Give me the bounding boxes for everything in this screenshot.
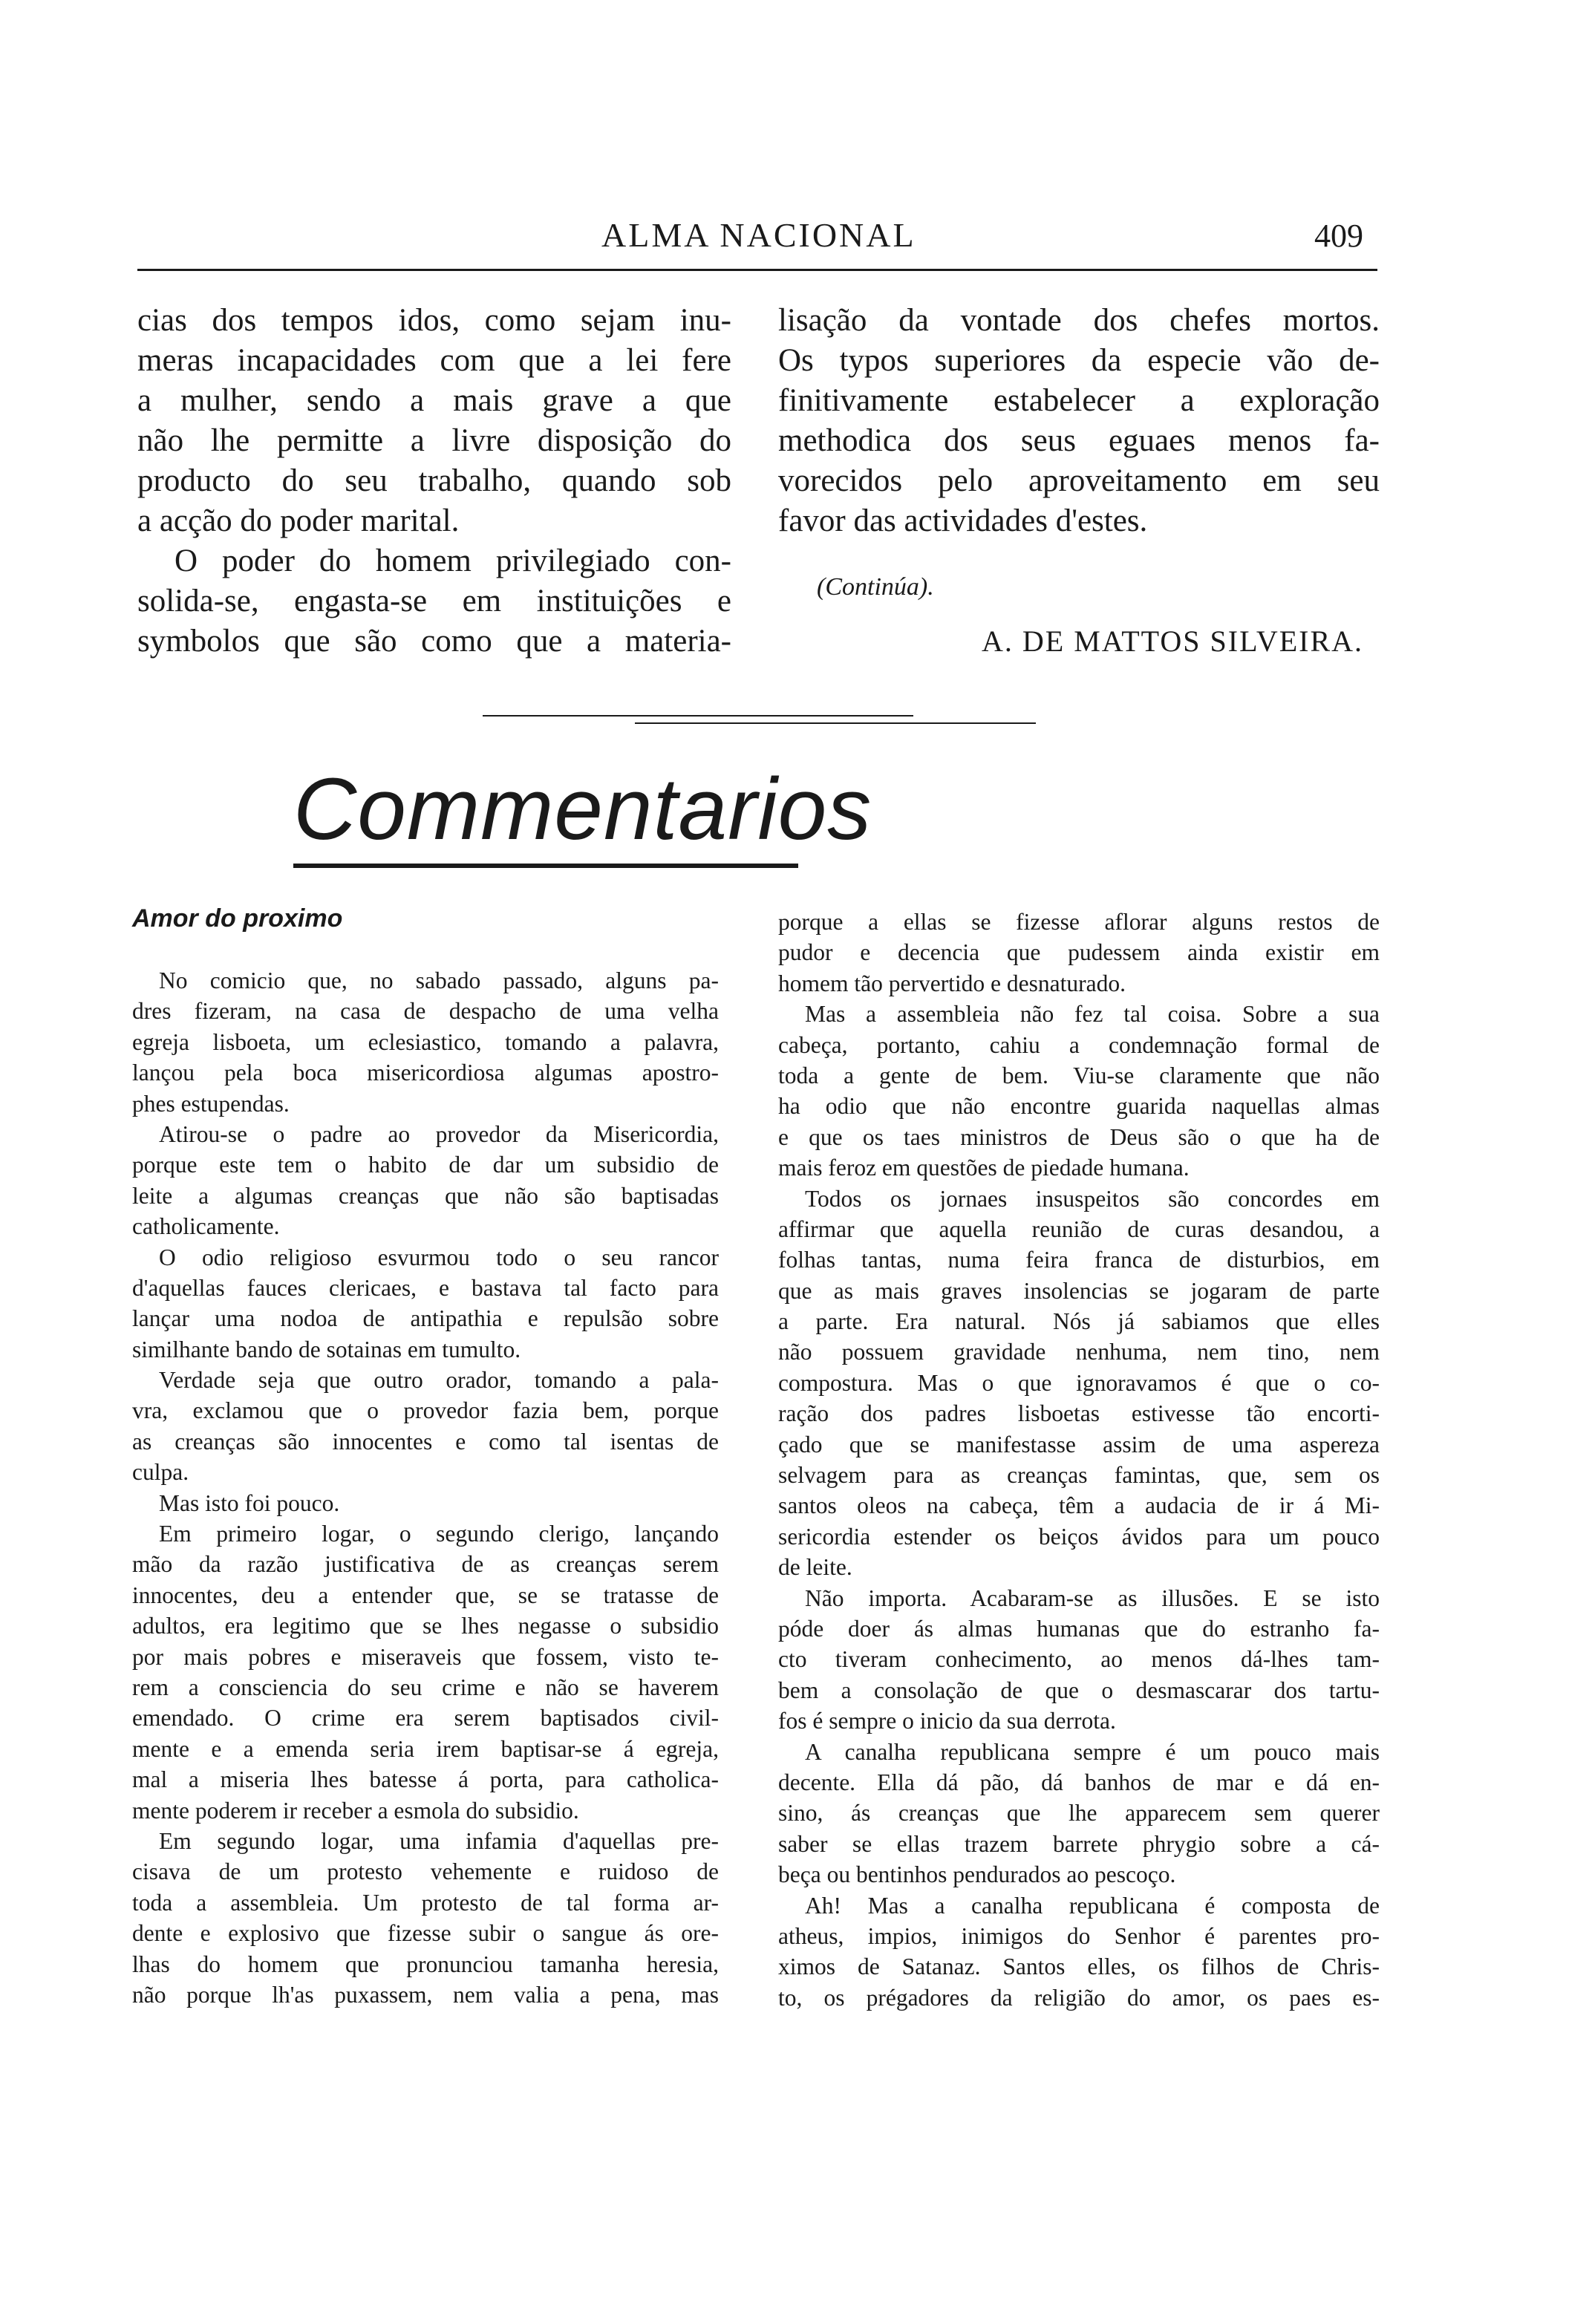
article-right-column (778, 907, 1380, 2013)
text-line: leite a algumas creanças que não são baptisadas (132, 1182, 719, 1209)
text-line: sino, ás creanças que lhe apparecem sem querer (778, 1800, 1380, 1827)
text-line: finitivamente estabelecer a exploração (778, 383, 1380, 418)
text-line: a mulher, sendo a mais grave a que (137, 383, 731, 418)
text-line: Verdade seja que outro orador, tomando a pala- (159, 1367, 719, 1394)
text-line: não porque lh'as puxassem, nem valia a pena, mas (132, 1981, 719, 2008)
separator-rule (483, 715, 913, 717)
text-line: sericordia estender os beiços ávidos para um pouco (778, 1523, 1380, 1550)
text-line: não possuem gravidade nenhuma, nem tino, nem (778, 1339, 1380, 1365)
separator-rule (635, 722, 1036, 724)
text-line: mão da razão justificativa de as creanças serem (132, 1551, 719, 1578)
article-left-column (132, 965, 719, 2010)
text-line: rem a consciencia do seu crime e não se haverem (132, 1674, 719, 1700)
text-line: mente e a emenda seria irem baptisar-se á egreja, (132, 1735, 719, 1762)
text-line: ximos de Satanaz. Santos elles, os filhos de Chris- (778, 1953, 1380, 1980)
text-line: emendado. O crime era serem baptisados civil- (132, 1705, 719, 1731)
text-line: e que os taes ministros de Deus são o que ha de (778, 1123, 1380, 1150)
running-header-title: ALMA NACIONAL (601, 216, 916, 254)
text-line: methodica dos seus eguaes menos fa- (778, 423, 1380, 458)
text-line: mal a miseria lhes batesse á porta, para catholica- (132, 1766, 719, 1793)
text-line: porque este tem o habito de dar um subsidio de (132, 1152, 719, 1178)
text-line: Ah! Mas a canalha republicana é composta de (805, 1892, 1380, 1919)
text-line: fos é sempre o inicio da sua derrota. (778, 1708, 1116, 1734)
text-line: meras incapacidades com que a lei fere (137, 343, 731, 378)
text-line: dente e explosivo que fizesse subir o sangue ás ore- (132, 1920, 719, 1947)
text-line: dres fizeram, na casa de despacho de uma velha (132, 998, 719, 1025)
text-line: lisação da vontade dos chefes mortos. (778, 303, 1380, 338)
text-line: cias dos tempos idos, como sejam inu- (137, 303, 731, 338)
text-line: cto tiveram conhecimento, ao menos dá-lhes tam- (778, 1646, 1380, 1673)
text-line: Mas isto foi pouco. (159, 1489, 340, 1516)
text-line: mente poderem ir receber a esmola do subsidio. (132, 1797, 579, 1824)
text-line: No comicio que, no sabado passado, alguns pa- (159, 967, 719, 993)
text-line: phes estupendas. (132, 1090, 290, 1117)
text-line: homem tão pervertido e desnaturado. (778, 970, 1126, 996)
text-line: vra, exclamou que o provedor fazia bem, porque (132, 1397, 719, 1424)
article-heading: Amor do proximo (132, 904, 343, 933)
text-line: selvagem para as creanças famintas, que, sem os (778, 1462, 1380, 1489)
text-line: cabeça, portanto, cahiu a condemnação formal de (778, 1031, 1380, 1058)
page-number: 409 (1314, 218, 1363, 254)
title-underline (293, 864, 798, 868)
text-line: compostura. Mas o que ignoravamos é que o co- (778, 1369, 1380, 1396)
text-line: toda a gente de bem. Viu-se claramente que não (778, 1062, 1380, 1088)
text-line: Não importa. Acabaram-se as illusões. E se isto (805, 1584, 1380, 1611)
text-line: mais feroz em questões de piedade humana. (778, 1155, 1190, 1181)
text-line: ração dos padres lisboetas estivesse tão encorti- (778, 1400, 1380, 1427)
top-right-column (778, 301, 1380, 541)
text-line: a acção do poder marital. (137, 503, 460, 538)
text-line: pudor e decencia que pudessem ainda existir em (778, 939, 1380, 966)
text-line: O odio religioso esvurmou todo o seu rancor (159, 1244, 719, 1270)
text-line: póde doer ás almas humanas que do estranho fa- (778, 1615, 1380, 1642)
continued-note: (Continúa). (817, 573, 934, 601)
text-line: Mas a assembleia não fez tal coisa. Sobre a sua (805, 1001, 1380, 1028)
header-rule (137, 269, 1377, 271)
text-line: a parte. Era natural. Nós já sabiamos que elles (778, 1308, 1380, 1335)
text-line: favor das actividades d'estes. (778, 503, 1148, 538)
text-line: adultos, era legitimo que se lhes negasse o subsidio (132, 1613, 719, 1639)
text-line: que as mais graves insolencias se jogaram de parte (778, 1277, 1380, 1304)
text-line: Os typos superiores da especie vão de- (778, 343, 1380, 378)
text-line: beça ou bentinhos pendurados ao pescoço. (778, 1861, 1176, 1888)
text-line: de leite. (778, 1554, 852, 1581)
text-line: culpa. (132, 1459, 189, 1486)
text-line: saber se ellas trazem barrete phrygio sobre a cá- (778, 1830, 1380, 1857)
text-line: egreja lisboeta, um eclesiastico, tomando a palavra, (132, 1028, 719, 1055)
text-line: vorecidos pelo aproveitamento em seu (778, 463, 1380, 498)
text-line: cisava de um protesto vehemente e ruidoso de (132, 1858, 719, 1885)
text-line: affirmar que aquella reunião de curas desandou, a (778, 1215, 1380, 1242)
text-line: folhas tantas, numa feira franca de disturbios, em (778, 1247, 1380, 1273)
author-signature: A. DE MATTOS SILVEIRA. (982, 624, 1364, 658)
text-line: ha odio que não encontre guarida naquellas almas (778, 1093, 1380, 1120)
text-line: to, os prégadores da religião do amor, os paes es- (778, 1984, 1380, 2011)
text-line: solida-se, engasta-se em instituições e (137, 584, 731, 618)
top-left-column (137, 301, 731, 662)
section-title: Commentarios (293, 760, 872, 858)
text-line: A canalha republicana sempre é um pouco mais (805, 1738, 1380, 1765)
text-line: não lhe permitte a livre disposição do (137, 423, 731, 458)
text-line: lançou pela boca misericordiosa algumas apostro- (132, 1060, 719, 1086)
text-line: catholicamente. (132, 1213, 280, 1240)
text-line: similhante bando de sotainas em tumulto. (132, 1336, 521, 1362)
text-line: bem a consolação de que o desmascarar dos tartu- (778, 1677, 1380, 1703)
text-line: porque a ellas se fizesse aflorar alguns restos de (778, 909, 1380, 935)
text-line: atheus, impios, inimigos do Senhor é parentes pro- (778, 1922, 1380, 1949)
text-line: toda a assembleia. Um protesto de tal forma ar- (132, 1889, 719, 1916)
text-line: symbolos que são como que a materia- (137, 624, 731, 659)
text-line: por mais pobres e miseraveis que fossem, visto te- (132, 1643, 719, 1670)
text-line: decente. Ella dá pão, dá banhos de mar e dá en- (778, 1769, 1380, 1795)
text-line: Em primeiro logar, o segundo clerigo, lançando (159, 1521, 719, 1547)
text-line: Atirou-se o padre ao provedor da Misericordia, (159, 1120, 719, 1147)
text-line: lançar uma nodoa de antipathia e repulsão sobre (132, 1305, 719, 1332)
text-line: d'aquellas fauces clericaes, e bastava tal facto para (132, 1274, 719, 1301)
text-line: as creanças são innocentes e como tal isentas de (132, 1428, 719, 1455)
text-line: O poder do homem privilegiado con- (174, 544, 731, 578)
text-line: producto do seu trabalho, quando sob (137, 463, 731, 498)
text-line: innocentes, deu a entender que, se se tratasse de (132, 1582, 719, 1608)
text-line: Todos os jornaes insuspeitos são concordes em (805, 1185, 1380, 1212)
text-line: çado que se manifestasse assim de uma aspereza (778, 1431, 1380, 1458)
text-line: lhas do homem que pronunciou tamanha heresia, (132, 1951, 719, 1977)
text-line: santos oleos na cabeça, têm a audacia de ir á Mi- (778, 1492, 1380, 1519)
text-line: Em segundo logar, uma infamia d'aquellas pre- (159, 1827, 719, 1854)
